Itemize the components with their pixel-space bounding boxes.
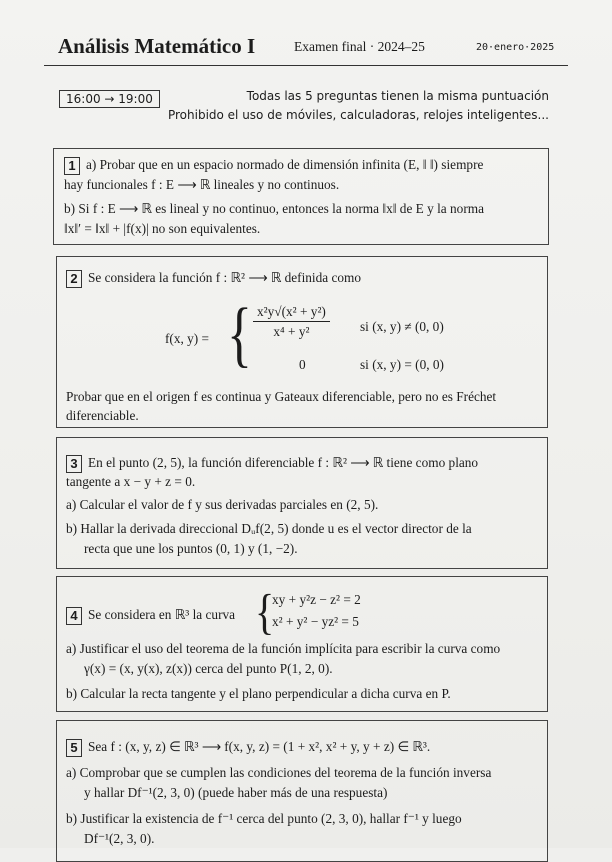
scoring-note: Todas las 5 preguntas tienen la misma puntuación (246, 89, 549, 103)
header-divider (44, 65, 568, 66)
problem-5-part-b-line2: Df⁻¹(2, 3, 0). (84, 831, 155, 846)
problem-1-line-a2: hay funcionales f : E ⟶ ℝ lineales y no continuos. (64, 177, 340, 192)
problem-5-box (56, 720, 548, 862)
problem-2-box (56, 256, 548, 428)
problem-1-line-b2: ‖x‖′ = ‖x‖ + |f(x)| no son equivalentes. (64, 221, 261, 236)
problem-2-number: 2 (66, 270, 82, 288)
problem-5-number: 5 (66, 739, 82, 757)
fraction-denominator: x⁴ + y² (273, 324, 310, 339)
problem-4-part-b: b) Calcular la recta tangente y el plano perpendicular a dicha curva en P. (66, 686, 451, 701)
problem-5-part-a-line1: a) Comprobar que se cumplen las condiciones del teorema de la función inversa (66, 765, 492, 780)
problem-1-line-a1: 1 a) Probar que en un espacio normado de dimensión infinita (E, ‖ ‖) siempre (64, 155, 483, 175)
problem-3-intro-line2: tangente a x − y + z = 0. (66, 474, 196, 489)
problem-4-box (56, 576, 548, 712)
problem-4-equation-2: x² + y² − yz² = 5 (272, 614, 359, 629)
problem-2-brace: { (227, 294, 252, 375)
problem-1-number: 1 (64, 157, 80, 175)
problem-4-brace: { (255, 583, 275, 640)
problem-2-case2-value: 0 (299, 357, 306, 372)
problem-2-lhs: f(x, y) = (165, 331, 210, 346)
problem-3-intro-line1: 3 En el punto (2, 5), la función diferenciable f : ℝ² ⟶ ℝ tiene como plano (66, 453, 478, 473)
problem-3-box (56, 437, 548, 569)
exam-date: 20·enero·2025 (476, 42, 555, 53)
problem-4-part-a-line2: γ(x) = (x, y(x), z(x)) cerca del punto P(1, 2, 0). (84, 661, 333, 676)
problem-5-part-b-line1: b) Justificar la existencia de f⁻¹ cerca del punto (2, 3, 0), hallar f⁻¹ y luego (66, 811, 462, 826)
problem-5-part-a-line2: y hallar Df⁻¹(2, 3, 0) (puede haber más de una respuesta) (84, 785, 388, 800)
problem-2-text-line2: diferenciable. (66, 408, 139, 423)
problem-1-box (53, 148, 549, 245)
exam-time: 16:00 → 19:00 (59, 90, 160, 108)
problem-2-intro: 2 Se considera la función f : ℝ² ⟶ ℝ definida como (66, 268, 361, 288)
exam-title: Análisis Matemático I (58, 34, 256, 58)
problem-1-line-b1: b) Si f : E ⟶ ℝ es lineal y no continuo, entonces la norma ‖x‖ de E y la norma (64, 201, 484, 216)
problem-3-part-b-line1: b) Hallar la derivada direccional Dᵤf(2, 5) donde u es el vector director de la (66, 521, 472, 536)
problem-2-case2-condition: si (x, y) = (0, 0) (360, 357, 444, 372)
problem-3-part-a: a) Calcular el valor de f y sus derivadas parciales en (2, 5). (66, 497, 379, 512)
problem-4-part-a-line1: a) Justificar el uso del teorema de la función implícita para escribir la curva como (66, 641, 501, 656)
fraction-numerator: x²y√(x² + y²) (253, 302, 330, 322)
problem-2-fraction (253, 302, 330, 341)
problem-4-equation-1: xy + y²z − z² = 2 (272, 592, 361, 607)
prohibition-note: Prohibido el uso de móviles, calculadoras, relojes inteligentes... (167, 108, 549, 122)
exam-subtitle: Examen final · 2024–25 (294, 39, 425, 54)
problem-5-intro: 5 Sea f : (x, y, z) ∈ ℝ³ ⟶ f(x, y, z) = (1 + x², x² + y, y + z) ∈ ℝ³. (66, 737, 430, 757)
problem-3-part-b-line2: recta que une los puntos (0, 1) y (1, −2). (84, 541, 298, 556)
problem-2-text-line1: Probar que en el origen f es continua y Gateaux diferenciable, pero no es Fréchet (66, 389, 497, 404)
problem-4-intro: 4 Se considera en ℝ³ la curva (66, 605, 235, 625)
problem-3-number: 3 (66, 455, 82, 473)
problem-2-case1-condition: si (x, y) ≠ (0, 0) (360, 319, 444, 334)
problem-4-number: 4 (66, 607, 82, 625)
